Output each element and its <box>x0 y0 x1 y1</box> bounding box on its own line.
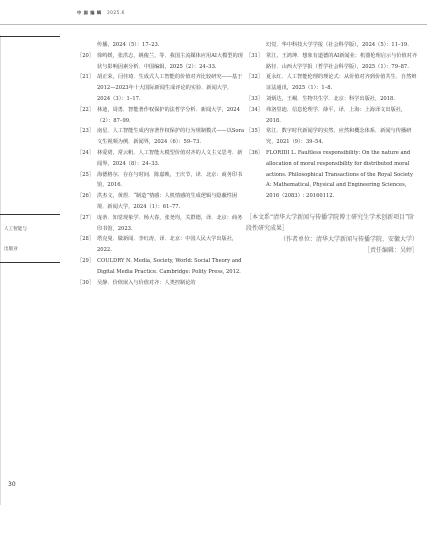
journal-header <box>77 10 125 16</box>
reference-number: ［28］ <box>77 236 94 243</box>
reference-item <box>77 40 245 51</box>
reference-number: ［26］ <box>77 193 94 200</box>
reference-text: 吴静．价值嵌入与价值对齐：人类控制论的 <box>97 279 196 286</box>
reference-item <box>77 256 245 278</box>
page-number: 30 <box>8 481 16 488</box>
references-right-column <box>246 40 418 256</box>
reference-text: 弗洛里迪．信息伦理学．薛平，译．上海：上海译文出版社，2018. <box>266 106 407 124</box>
reference-text: 南星．人工智能生成内容著作权保护的行为规制模式——以Sora文生视频为例．新闻界，2024（6）：59–73. <box>97 128 245 146</box>
reference-text: 传播，2024（5）：17–23. <box>97 42 160 48</box>
reference-text: 胡正荣，闫佳琦．生成式人工智能的价值对齐比较研究——基于2012—2023年十大国际新闻生成评论的实验．新闻大学，2024（3）：1–17. <box>97 74 243 102</box>
reference-number: ［23］ <box>77 128 94 135</box>
reference-number: ［33］ <box>246 95 263 102</box>
reference-number: ［22］ <box>77 106 94 113</box>
reference-item <box>77 278 245 289</box>
reference-number: ［31］ <box>246 52 263 59</box>
reference-item <box>77 170 245 192</box>
issue-number: 2025.6 <box>107 10 125 15</box>
reference-item <box>246 94 418 105</box>
reference-number: ［29］ <box>77 257 94 264</box>
journal-name: 中 国 编 辑 <box>77 10 102 15</box>
reference-text: 洪杰文，黄煜．“制造”情感：人机情感的生成逻辑与隐蔽性困境．新闻大学，2024（1）：61–77. <box>97 193 238 210</box>
reference-item <box>77 126 245 148</box>
reference-item <box>77 191 245 213</box>
sidebar-rule <box>0 262 60 263</box>
reference-item <box>77 72 245 104</box>
reference-number: ［34］ <box>246 106 263 113</box>
reference-text: 常江，王鸿坤．想象有道德的AI新闻业：机器伦理启示与价值对齐路径．山西大学学报（哲学社会科学版），2025（1）：79–87. <box>266 52 418 70</box>
reference-item <box>246 72 418 94</box>
reference-text: FLORIDI L. Faultless responsibility: On the nature and allocation of moral responsibility for distributed moral actions. Philosophical Transactions of the Royal Society A: Mathematical, Physical and Engineering Sciences, 2016（2083）: 20160112. <box>266 149 413 200</box>
reference-number: ［25］ <box>77 171 94 178</box>
reference-number: ［21］ <box>77 74 94 81</box>
reference-number: ［32］ <box>246 74 263 81</box>
reference-text: 徐鸣媛，张洪志，姚俊兰，等．我国主流媒体应用AI大模型的现状与影响因素分析．中国编辑，2025（2）：24–33. <box>97 52 243 70</box>
reference-text: 庞蒂．知觉现象学．杨大春，张尧均，关群德，译．北京：商务印书馆，2023. <box>97 214 243 232</box>
reference-text: 夏永红．人工智能伦理的理论式：从价值对齐到价值共生．自然辩证法通讯，2025（1）：1–8. <box>266 74 417 92</box>
reference-number: ［20］ <box>77 52 94 59</box>
reference-text: COULDRY N. Media, Society, World: Social Theory and Digital Media Practice. Cambridge: Polity Press, 2012. <box>97 257 242 275</box>
reference-text: 林爱珺，常云帆．人工智能大模型价值对齐的人文主义思考．新闻界，2024（8）：24–33. <box>97 149 243 167</box>
reference-text: 幻觉．华中科技大学学报（社会科学版），2024（5）：11–19. <box>266 42 409 48</box>
reference-number: ［35］ <box>246 128 263 135</box>
reference-text: 海德格尔．存在与时间．陈嘉映，王庆节，译．北京：商务印书馆，2016. <box>97 171 243 189</box>
sidebar-rule <box>0 214 60 215</box>
references-right-list <box>246 40 418 202</box>
section-title: 出版业 <box>4 247 18 252</box>
reference-text: 塔克曼．做新闻．李红涛，译．北京：中国人民大学出版社，2022. <box>97 236 238 254</box>
reference-number: ［36］ <box>246 149 263 156</box>
reference-item <box>77 105 245 127</box>
reference-item <box>246 51 418 73</box>
section-title: 人工智能与 <box>4 227 27 232</box>
funding-note: ［本文系“清华大学新闻与传播学院博士研究生学术创新项目”阶段性研究成果］ <box>246 213 415 232</box>
reference-item <box>246 148 418 202</box>
reference-text: 常江．数字时代新闻学的实然、应然和概念体系．新闻与传播研究，2021（9）：39–54. <box>266 128 412 146</box>
reference-item <box>77 148 245 170</box>
reference-item <box>246 126 418 148</box>
page-margin-line <box>0 35 1 505</box>
sidebar-rule <box>0 36 60 37</box>
reference-item <box>246 40 418 51</box>
reference-text: 林迪，周勇．智能著作权保护的法哲学分析．新闻大学，2024（2）：87–99. <box>97 106 240 124</box>
reference-number: ［27］ <box>77 214 94 221</box>
reference-item <box>77 51 245 73</box>
reference-item <box>246 105 418 127</box>
article-notes <box>246 212 418 256</box>
references-left-column <box>77 40 245 288</box>
reference-number: ［30］ <box>77 279 94 286</box>
author-affiliation: （作者单位：清华大学新闻与传播学院、安徽大学） <box>279 235 418 243</box>
reference-number: ［24］ <box>77 149 94 156</box>
editor-note: ［责任编辑：吴婷］ <box>363 246 418 254</box>
reference-text: 刘炳达，王峒．生物共生学．北京：科学出版社，2018. <box>266 95 395 102</box>
reference-item <box>77 213 245 235</box>
reference-item <box>77 234 245 256</box>
header-rule <box>0 24 427 25</box>
